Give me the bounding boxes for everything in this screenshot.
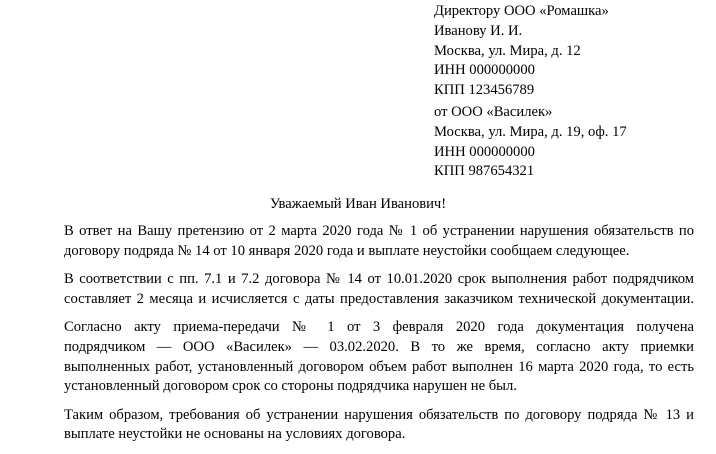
recipient-address-block — [434, 2, 609, 101]
sender-kpp: КПП 987654321 — [434, 163, 535, 180]
sender-name: от ООО «Василек» — [434, 104, 553, 120]
recipient-kpp: КПП 123456789 — [434, 82, 535, 99]
paragraph-acceptance-act — [64, 318, 694, 396]
paragraph-line: выполненных работ, установленный договором объем работ выполнен 16 марта 2020 года, то есть — [64, 358, 694, 375]
paragraph-line: В ответ на Вашу претензию от 2 марта 2020 года № 1 об устранении нарушения обязательств по — [64, 223, 694, 239]
paragraph-line: Таким образом, требования об устранении нарушения обязательств по договору подряда № 13 и — [64, 406, 694, 423]
paragraph-line: В соответствии с пп. 7.1 и 7.2 договора № 14 от 10.01.2020 срок выполнения работ подрядчиком — [64, 271, 694, 288]
paragraph-line: подрядчиком — ООО «Василек» — 03.02.2020. В то же время, согласно акту приемки — [64, 338, 694, 355]
greeting: Уважаемый Иван Иванович! — [269, 196, 447, 212]
recipient-inn: ИНН 000000000 — [434, 62, 535, 79]
sender-address-block — [434, 103, 627, 182]
sender-address: Москва, ул. Мира, д. 19, оф. 17 — [434, 123, 627, 140]
sender-inn: ИНН 000000000 — [434, 143, 535, 160]
paragraph-response — [64, 222, 694, 261]
paragraph-conclusion — [64, 406, 694, 445]
paragraph-contract-terms — [64, 270, 694, 309]
letter-body — [64, 222, 694, 454]
paragraph-line: договору подряда № 14 от 10 января 2020 года и выплате неустойки сообщаем следующее. — [64, 242, 630, 259]
recipient-position: Директору ООО «Ромашка» — [434, 3, 609, 19]
recipient-address: Москва, ул. Мира, д. 12 — [434, 42, 581, 59]
paragraph-line: Согласно акту приема-передачи № 1 от 3 февраля 2020 года документация получена — [64, 319, 694, 336]
paragraph-line: установленный договором срок со стороны подрядчика нарушен не был. — [64, 378, 517, 395]
recipient-name: Иванову И. И. — [434, 22, 523, 39]
paragraph-line: выплате неустойки не основаны на условиях договора. — [64, 426, 406, 443]
paragraph-line: составляет 2 месяца и исчисляется с даты предоставления заказчиком технической документации. — [64, 290, 694, 307]
